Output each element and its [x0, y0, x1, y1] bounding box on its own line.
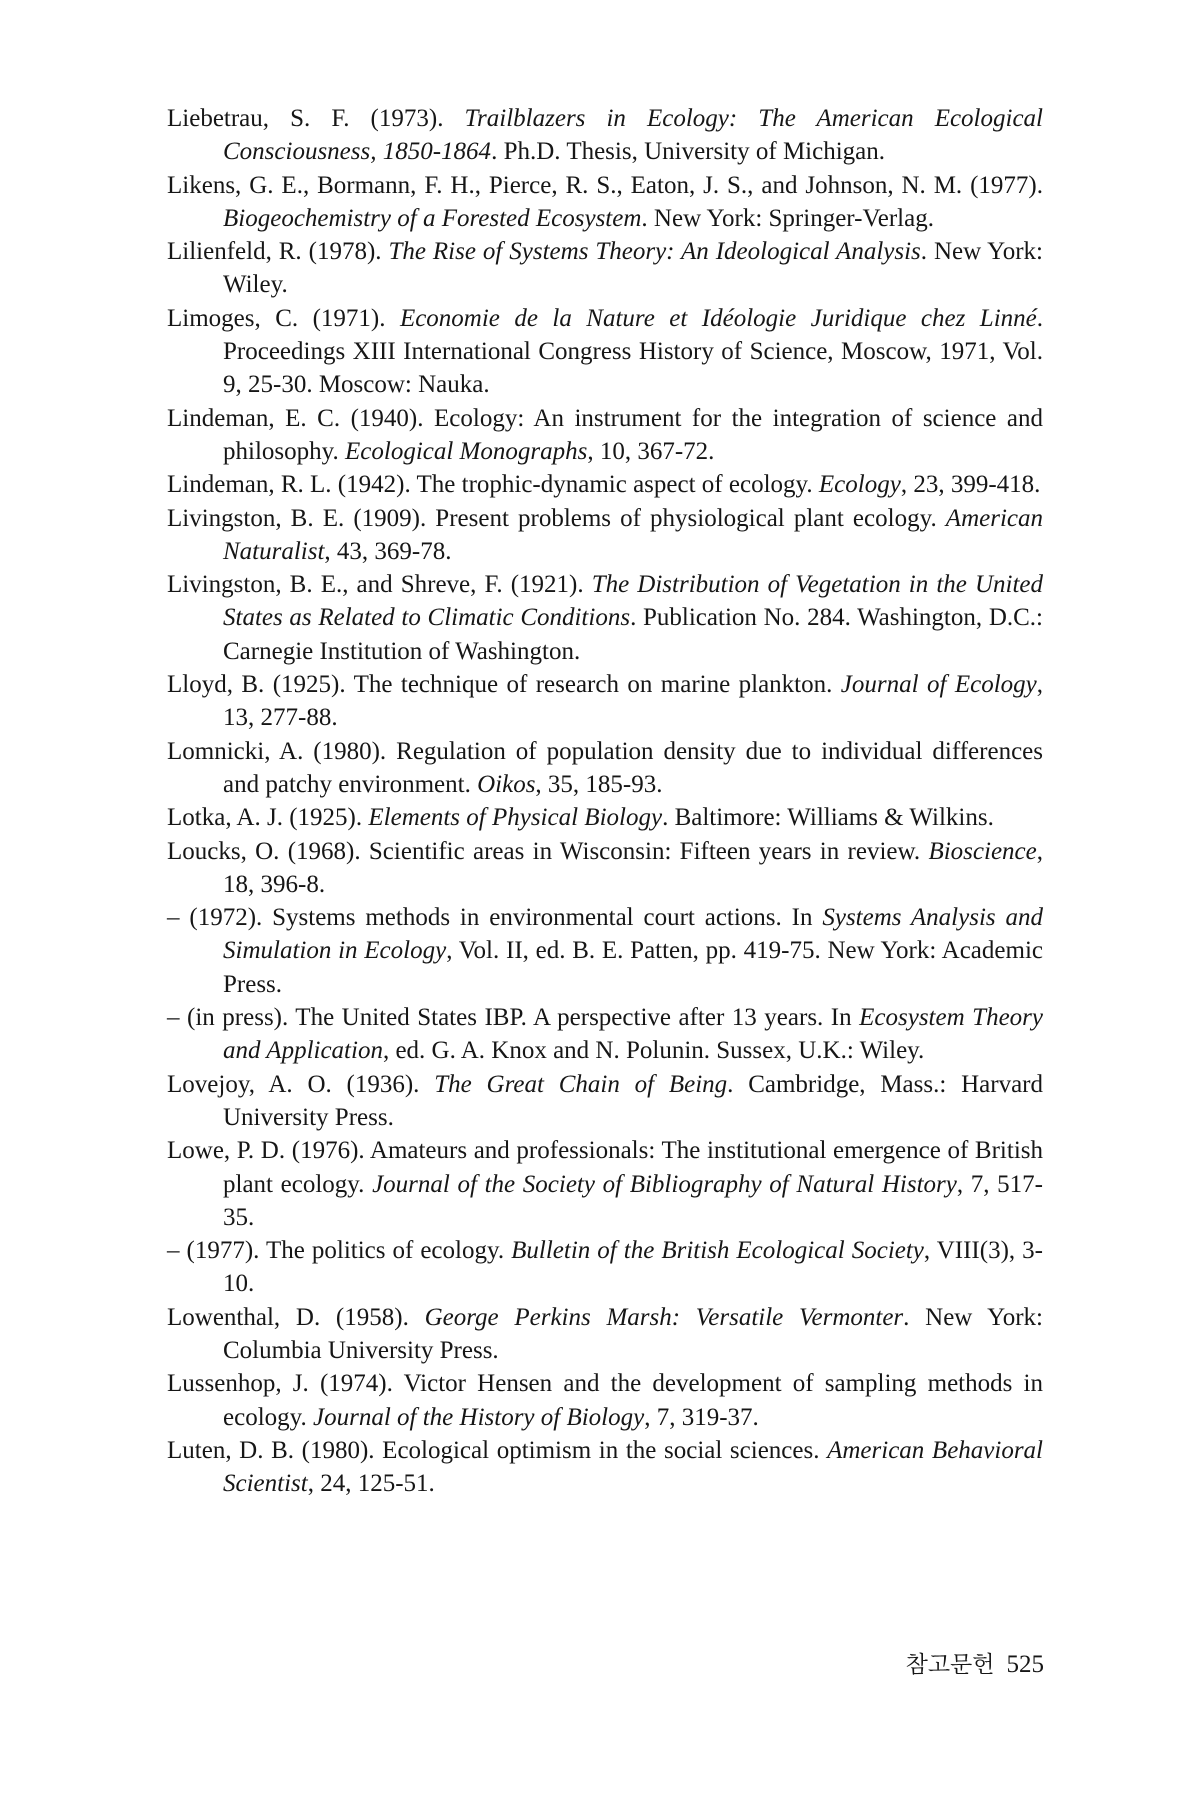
reference-entry: Lomnicki, A. (1980). Regulation of population density due to individual differences and patchy environment. Oikos, 35, 185-93.	[167, 737, 1043, 798]
reference-entry: – (in press). The United States IBP. A perspective after 13 years. In Ecosystem Theory and Application, ed. G. A. Knox and N. Polunin. Sussex, U.K.: Wiley.	[167, 1004, 1043, 1065]
reference-entry: Livingston, B. E., and Shreve, F. (1921). The Distribution of Vegetation in the United States as Related to Climatic Conditions. Publication No. 284. Washington, D.C.: Carnegie Institution of Washington.	[167, 571, 1043, 665]
reference-entry: – (1977). The politics of ecology. Bulletin of the British Ecological Society, VIII(3), 3-10.	[167, 1237, 1043, 1298]
reference-entry: Livingston, B. E. (1909). Present problems of physiological plant ecology. American Naturalist, 43, 369-78.	[167, 504, 1043, 565]
reference-entry: Lotka, A. J. (1925). Elements of Physical Biology. Baltimore: Williams & Wilkins.	[167, 804, 994, 832]
reference-entry: Lovejoy, A. O. (1936). The Great Chain of Being. Cambridge, Mass.: Harvard University Press.	[167, 1070, 1043, 1131]
reference-entry: Lowe, P. D. (1976). Amateurs and professionals: The institutional emergence of British plant ecology. Journal of the Society of Bibliography of Natural History, 7, 517-35.	[167, 1137, 1043, 1231]
reference-entry: Loucks, O. (1968). Scientific areas in Wisconsin: Fifteen years in review. Bioscience, 18, 396-8.	[167, 837, 1043, 898]
reference-entry: Lindeman, E. C. (1940). Ecology: An instrument for the integration of science and philosophy. Ecological Monographs, 10, 367-72.	[167, 404, 1043, 465]
reference-entry: Lloyd, B. (1925). The technique of research on marine plankton. Journal of Ecology, 13, 277-88.	[167, 671, 1043, 732]
reference-entry: Limoges, C. (1971). Economie de la Nature et Idéologie Juridique chez Linné. Proceedings XIII International Congress History of Science, Moscow, 1971, Vol. 9, 25-30. Moscow: Nauka.	[167, 304, 1043, 399]
reference-entry: Liebetrau, S. F. (1973). Trailblazers in Ecology: The American Ecological Consciousness, 1850-1864. Ph.D. Thesis, University of Michigan.	[167, 105, 1043, 166]
reference-entry: Lowenthal, D. (1958). George Perkins Marsh: Versatile Vermonter. New York: Columbia University Press.	[167, 1303, 1043, 1364]
reference-entry: Lindeman, R. L. (1942). The trophic-dynamic aspect of ecology. Ecology, 23, 399-418.	[167, 471, 1041, 499]
reference-list	[167, 102, 1043, 1500]
reference-entry: Lussenhop, J. (1974). Victor Hensen and the development of sampling methods in ecology. Journal of the History of Biology, 7, 319-37.	[167, 1370, 1043, 1431]
reference-entry: Lilienfeld, R. (1978). The Rise of Systems Theory: An Ideological Analysis. New York: Wiley.	[167, 238, 1043, 299]
reference-entry: – (1972). Systems methods in environmental court actions. In Systems Analysis and Simulation in Ecology, Vol. II, ed. B. E. Patten, pp. 419-75. New York: Academic Press.	[167, 904, 1043, 998]
page-footer	[906, 1648, 1044, 1682]
section-label: 참고문헌	[905, 1652, 995, 1678]
reference-entry: Likens, G. E., Bormann, F. H., Pierce, R. S., Eaton, J. S., and Johnson, N. M. (1977). Biogeochemistry of a Forested Ecosystem. New York: Springer-Verlag.	[167, 171, 1043, 232]
reference-entry: Luten, D. B. (1980). Ecological optimism in the social sciences. American Behavioral Scientist, 24, 125-51.	[167, 1436, 1044, 1498]
page-number: 525	[1006, 1651, 1044, 1678]
